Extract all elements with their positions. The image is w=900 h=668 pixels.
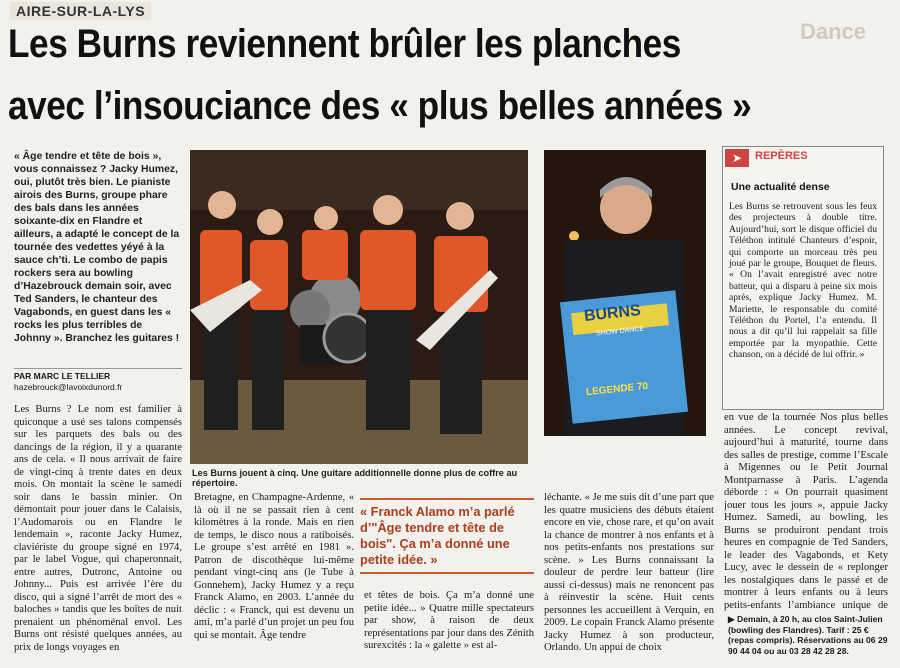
- headline-line-1: Les Burns reviennent brûler les planches: [8, 22, 681, 66]
- reperes-header: [723, 147, 883, 169]
- poster-subtitle: SHOW DANCE: [595, 325, 645, 338]
- column-1: Les Burns ? Le nom est familier à quiconque a usé ses talons compensés sur les parquets des bals ou des dancings de la région, il y a quarante ans de cela. « Il nous arrivait de faire de vingt-cinq à trente dates en deux mois. On montait la scène le samedi soir dans le bassin minier. On démontait pour jouer dans le Calaisis, l’Audomarois ou en Flandre le lendemain », raconte Jacky Humez, claviériste du groupe signé en 1974, par le label Vogue, qui chaperonnait, entre autres, Dutronc, Antoine ou Johnny... Puis est arrivée l’ère du disco, qui a signé l’arrêt de mort des « baloches » tandis que les boîtes de nuit prenaient un phénoménal envol. Les Burns ont résisté quelques années, au prix de longs voyages en: [14, 404, 182, 653]
- kicker: AIRE-SUR-LA-LYS: [10, 2, 151, 20]
- reperes-subtitle: Une actualité dense: [731, 181, 830, 193]
- event-info: ▶ Demain, à 20 h, au clos Saint-Julien (bowling des Flandres). Tarif : 25 € (repas compris). Réservations au 06 29 90 44 04 ou au 03 28 42 28 28.: [728, 614, 888, 656]
- poster-tag: LEGENDE 70: [585, 380, 649, 399]
- band-photo: [190, 150, 528, 464]
- column-5: en vue de la tournée Nos plus belles années. Le concept revival, aujourd’hui à maturité, tourne dans des salles de prestige, comme l’Escale à Migennes ou le Petit Journal Montparnasse à Paris. L’agenda déborde : « On pourrait quasiment jouer tous les jours », appuie Jacky Humez. Samedi, au bowling, les Burns se produiront pendant trois heures en compagnie de Ted Sanders, le leader des Vagabonds, et Kety Lucy, avec le dessein de « replonger les nostalgiques dans le passé et de montrer à leurs enfants ou à leurs petits-enfants l’ambiance unique de: [724, 412, 888, 611]
- column-2: Bretagne, en Champagne-Ardenne, « là où il ne se passait rien à cent kilomètres à la ronde. Mais en rien de temps, le disco nous a ratiboisés. Le groupe s’est arrêté en 1981 ». Patron de discothèque lui-même pendant vingt-cinq ans (le Tube à Gonnehem), Jacky Humez y a reçu Franck Alamo, en 2003. L’année du déclic : « Franck, qui est devenu un ami, m’a parlé d’un projet un peu fou qui se montait. Âge tendre: [194, 492, 354, 641]
- portrait-photo: [544, 150, 706, 436]
- byline-author: PAR MARC LE TELLIER: [14, 371, 111, 381]
- ghost-headline: Dance: [800, 19, 867, 44]
- byline: [14, 368, 182, 393]
- reperes-label: REPÈRES: [755, 150, 808, 162]
- byline-email: hazebrouck@lavoixdunord.fr: [14, 382, 123, 392]
- reperes-text: Les Burns se retrouvent sous les feux des projecteurs à double titre. Aujourd’hui, sort le disque officiel du Téléthon intitulé Chanteurs d’espoir, qui comporte un morceau très peu joué par le groupe, Bouquet de fleurs. « On l’avait enregistré avec notre batteur, qui a disparu à peine six mois après, explique Jacky Humez. M. Mariette, le responsable du comité Téléthon du Portel, l’a entendu. Il nous a dit qu’il lui rappelait sa fille emportée par la myopathie. Cette chanson, on a décidé de lui offrir. »: [729, 201, 877, 361]
- column-3: et têtes de bois. Ça m’a donné une petite idée... » Quatre mille spectateurs par show, à raison de deux représentations par jour dans des Zénith surexcités : la « galette » est al-: [364, 590, 534, 651]
- poster-title: BURNS: [583, 302, 642, 325]
- photo-caption: Les Burns jouent à cinq. Une guitare additionnelle donne plus de coffre au répertoire.: [192, 468, 518, 488]
- band-photo-illustration: [190, 150, 528, 464]
- headline-line-2: avec l’insouciance des « plus belles années »: [8, 84, 752, 128]
- reperes-box: [722, 146, 884, 410]
- arrow-icon: ➤: [725, 149, 749, 167]
- column-4: léchante. « Je me suis dit d’une part que les quatre musiciens des débuts étaient encore en vie, chose rare, et qu’on avait la chance de montrer à nos enfants et à nos petits-enfants nos prestations sur scène. » Les Burns connaissant la douleur de perdre leur batteur (lire aussi ci-dessus) mais ne renoncent pas à réinvestir la scène. Huit cents personnes les accueillent à Verquin, en 2009. Le copain Franck Alamo présente Jacky Humez à son producteur, Orlando. Un appui de choix: [544, 492, 714, 653]
- pull-quote: « Franck Alamo m’a parlé d’"Âge tendre et tête de bois". Ça m’a donné une petite idée. »: [360, 498, 534, 574]
- chapo: « Âge tendre et tête de bois », vous connaissez ? Jacky Humez, oui, plutôt très bien. Le pianiste airois des Burns, groupe phare des bals dans les années soixante-dix en Flandre et ailleurs, a adapté le concept de la tournée des vedettes yéyé à la sauce ch’ti. Le combo de papis rockers sera au bowling d’Hazebrouck demain soir, avec Ted Sanders, le chanteur des Vagabonds, en guest dans les « rocks les plus terribles de Johnny ». Branchez les guitares !: [14, 151, 180, 344]
